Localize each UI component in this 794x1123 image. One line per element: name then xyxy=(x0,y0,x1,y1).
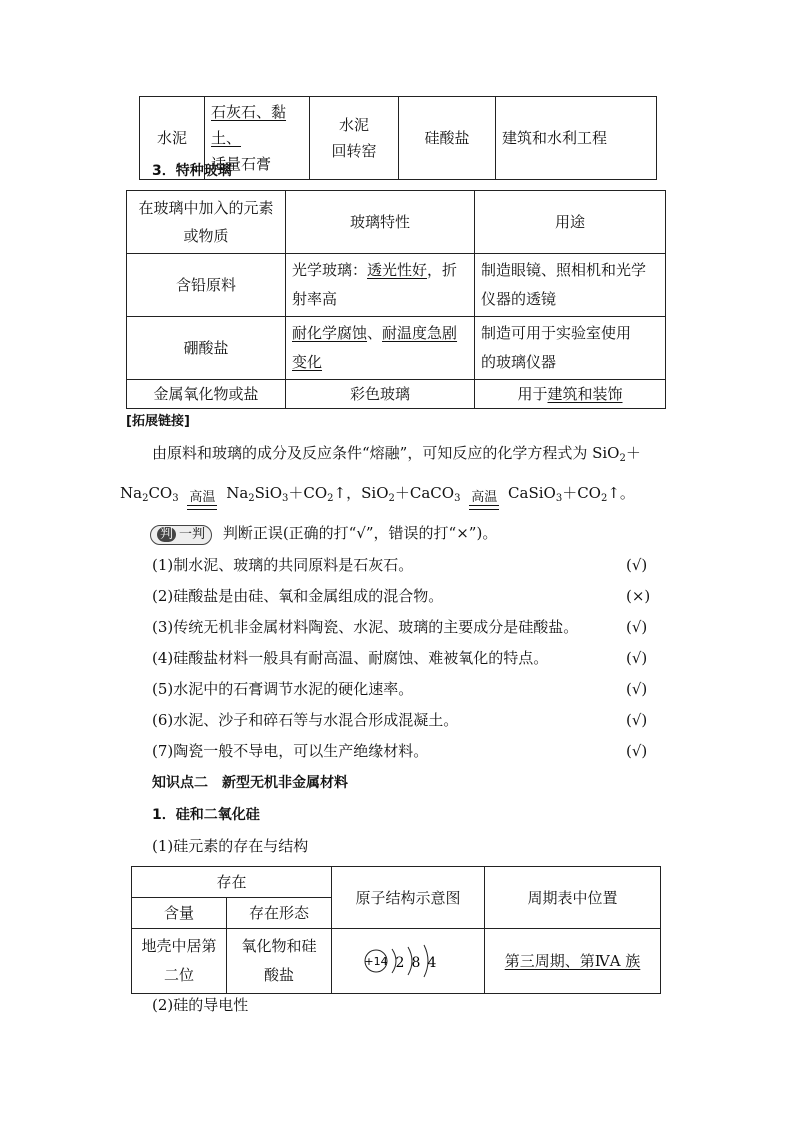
judge-badge: 判 一判 xyxy=(150,525,212,545)
judge-mark: (√) xyxy=(626,618,648,636)
nucleus-charge: +14 xyxy=(364,955,388,968)
header-additive: 在玻璃中加入的元素 或物质 xyxy=(127,191,286,254)
chemical-equation: $Na_2CO_3$ 高温 $Na_2SiO_3+CO_2↑$，SiO$_2$＋CaCO$_3$ 高温 $CaSiO_3+CO_2↑$。 xyxy=(120,470,635,510)
judge-mark: (√) xyxy=(626,649,648,667)
table-row xyxy=(127,380,666,409)
reaction-condition: 高温 xyxy=(187,490,217,510)
header-form: 存在形态 xyxy=(227,898,332,929)
subsection-title: (2)硅的导电性 xyxy=(152,996,249,1014)
content-cell: 地壳中居第 二位 xyxy=(132,929,227,994)
position-cell: 第三周期、第ⅣA 族 xyxy=(485,929,661,994)
judge-mark: (√) xyxy=(626,556,648,574)
judge-mark: (√) xyxy=(626,742,648,760)
header-content: 含量 xyxy=(132,898,227,929)
list-item: (5)水泥中的石膏调节水泥的硬化速率。 xyxy=(152,680,414,698)
extension-text-line: 由原料和玻璃的成分及反应条件“熔融”，可知反应的化学方程式为 SiO$_2$＋ xyxy=(152,444,641,464)
list-item: (1)制水泥、玻璃的共同原料是石灰石。 xyxy=(152,556,414,574)
extension-label: [拓展链接] xyxy=(126,414,190,429)
list-item: (4)硅酸盐材料一般具有耐高温、耐腐蚀、难被氧化的特点。 xyxy=(152,649,549,667)
use-cell: 用于建筑和装饰 xyxy=(475,380,666,409)
header-use: 用途 xyxy=(475,191,666,254)
list-item: (7)陶瓷一般不导电，可以生产绝缘材料。 xyxy=(152,742,429,760)
list-item: (2)硅酸盐是由硅、氧和金属组成的混合物。 xyxy=(152,587,444,605)
use-cell: 制造眼镜、照相机和光学 仪器的透镜 xyxy=(475,254,666,317)
reaction-condition: 高温 xyxy=(469,490,499,510)
header-position: 周期表中位置 xyxy=(485,867,661,929)
special-glass-table xyxy=(126,190,666,409)
property-cell: 光学玻璃：透光性好，折 射率高 xyxy=(286,254,475,317)
judge-mark: (√) xyxy=(626,711,648,729)
judge-instruction: 判 一判 判断正误(正确的打“√”，错误的打“×”)。 xyxy=(150,518,497,548)
list-item: (6)水泥、沙子和碎石等与水混合形成混凝土。 xyxy=(152,711,459,729)
cement-use: 建筑和水利工程 xyxy=(496,97,657,180)
cement-name: 水泥 xyxy=(140,97,205,180)
table-row xyxy=(127,317,666,380)
cement-materials: 石灰石、黏土、 适量石膏 xyxy=(205,97,310,180)
property-cell: 耐化学腐蚀、耐温度急剧 变化 xyxy=(286,317,475,380)
subsection-title: 1．硅和二氧化硅 xyxy=(152,807,260,823)
additive-cell: 硼酸盐 xyxy=(127,317,286,380)
judge-mark: (×) xyxy=(626,587,651,605)
use-cell: 制造可用于实验室使用 的玻璃仪器 xyxy=(475,317,666,380)
silicon-atom-diagram xyxy=(358,939,458,983)
list-item: (3)传统无机非金属材料陶瓷、水泥、玻璃的主要成分是硅酸盐。 xyxy=(152,618,579,636)
table-row xyxy=(132,929,661,994)
table-row xyxy=(127,191,666,254)
section-title: 知识点二 新型无机非金属材料 xyxy=(152,775,348,791)
atomic-structure-cell xyxy=(332,929,485,994)
subsection-title: (1)硅元素的存在与结构 xyxy=(152,837,309,855)
cement-equipment: 水泥 回转窑 xyxy=(310,97,399,180)
judge-mark: (√) xyxy=(626,680,648,698)
table-row xyxy=(127,254,666,317)
silicon-table xyxy=(131,866,661,994)
shell-electrons: 8 xyxy=(411,955,421,971)
table-row xyxy=(132,867,661,898)
form-cell: 氧化物和硅 酸盐 xyxy=(227,929,332,994)
additive-cell: 含铅原料 xyxy=(127,254,286,317)
header-property: 玻璃特性 xyxy=(286,191,475,254)
special-glass-heading: 3．特种玻璃 xyxy=(152,163,232,179)
header-exist: 存在 xyxy=(132,867,332,898)
shell-electrons: 2 xyxy=(395,955,405,971)
header-structure: 原子结构示意图 xyxy=(332,867,485,929)
cement-component: 硅酸盐 xyxy=(399,97,496,180)
property-cell: 彩色玻璃 xyxy=(286,380,475,409)
additive-cell: 金属氧化物或盐 xyxy=(127,380,286,409)
shell-electrons: 4 xyxy=(427,955,437,971)
